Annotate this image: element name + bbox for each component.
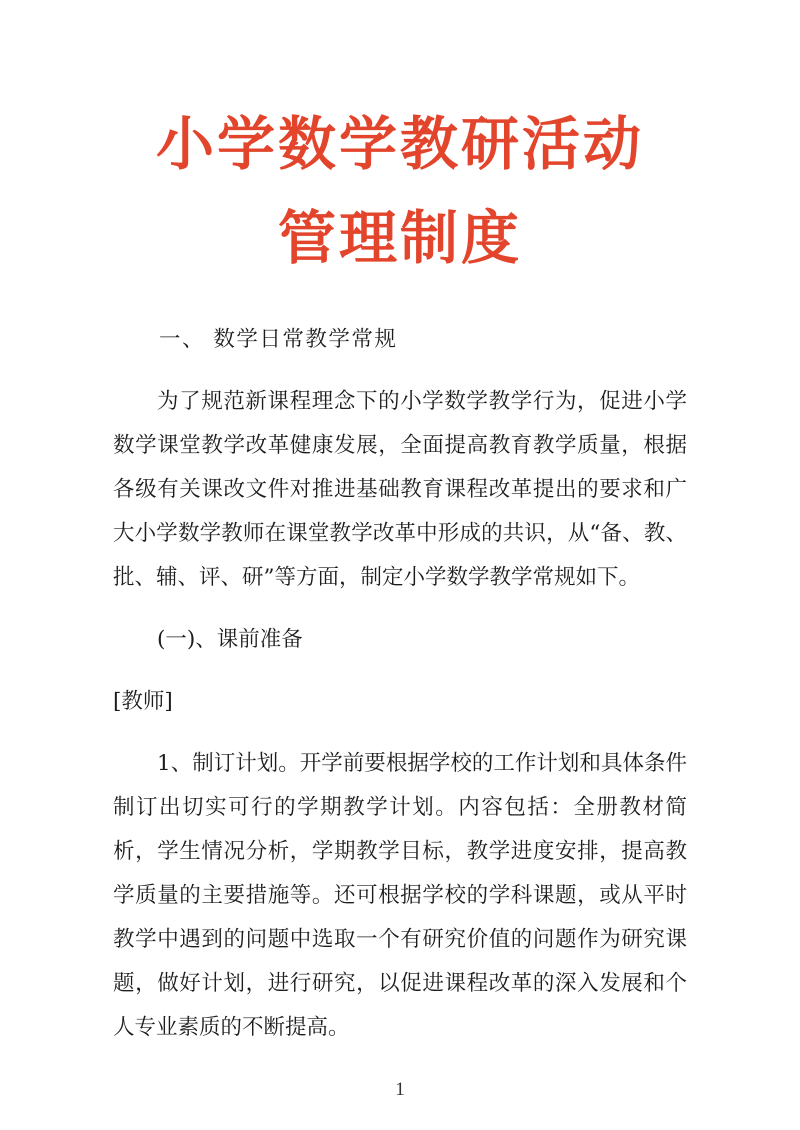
page-number: 1	[395, 1079, 405, 1100]
document-title-line-1: 小学数学教研活动	[155, 110, 644, 178]
document-title	[0, 0, 800, 286]
paragraph-intro: 为了规范新课程理念下的小学数学教学行为，促进小学数学课堂教学改革健康发展，全面提高教育教学质量，根据各级有关课改文件对推进基础教育课程改革提出的要求和广大小学数学教师在课堂教学改革中形成的共识，从“备、教、批、辅、评、研”等方面，制定小学数学教学常规如下。	[113, 389, 687, 590]
document-title-line-2: 管理制度	[277, 203, 522, 272]
list-item-1: 1、制订计划。开学前要根据学校的工作计划和具体条件制订出切实可行的学期教学计划。内容包括：全册教材简析，学生情况分析，学期教学目标，教学进度安排，提高教学质量的主要措施等。还可根据学校的学科课题，或从平时教学中遇到的问题中选取一个有研究价值的问题作为研究课题，做好计划，进行研究，以促进课程改革的深入发展和个人专业素质的不断提高。	[113, 751, 687, 1040]
section-heading-1: 一、 数学日常教学常规	[159, 327, 398, 352]
document-body	[113, 318, 687, 1050]
sub-heading-class-preparation: (一)、课前准备	[157, 627, 303, 652]
role-label-teacher: [教师]	[113, 689, 173, 714]
